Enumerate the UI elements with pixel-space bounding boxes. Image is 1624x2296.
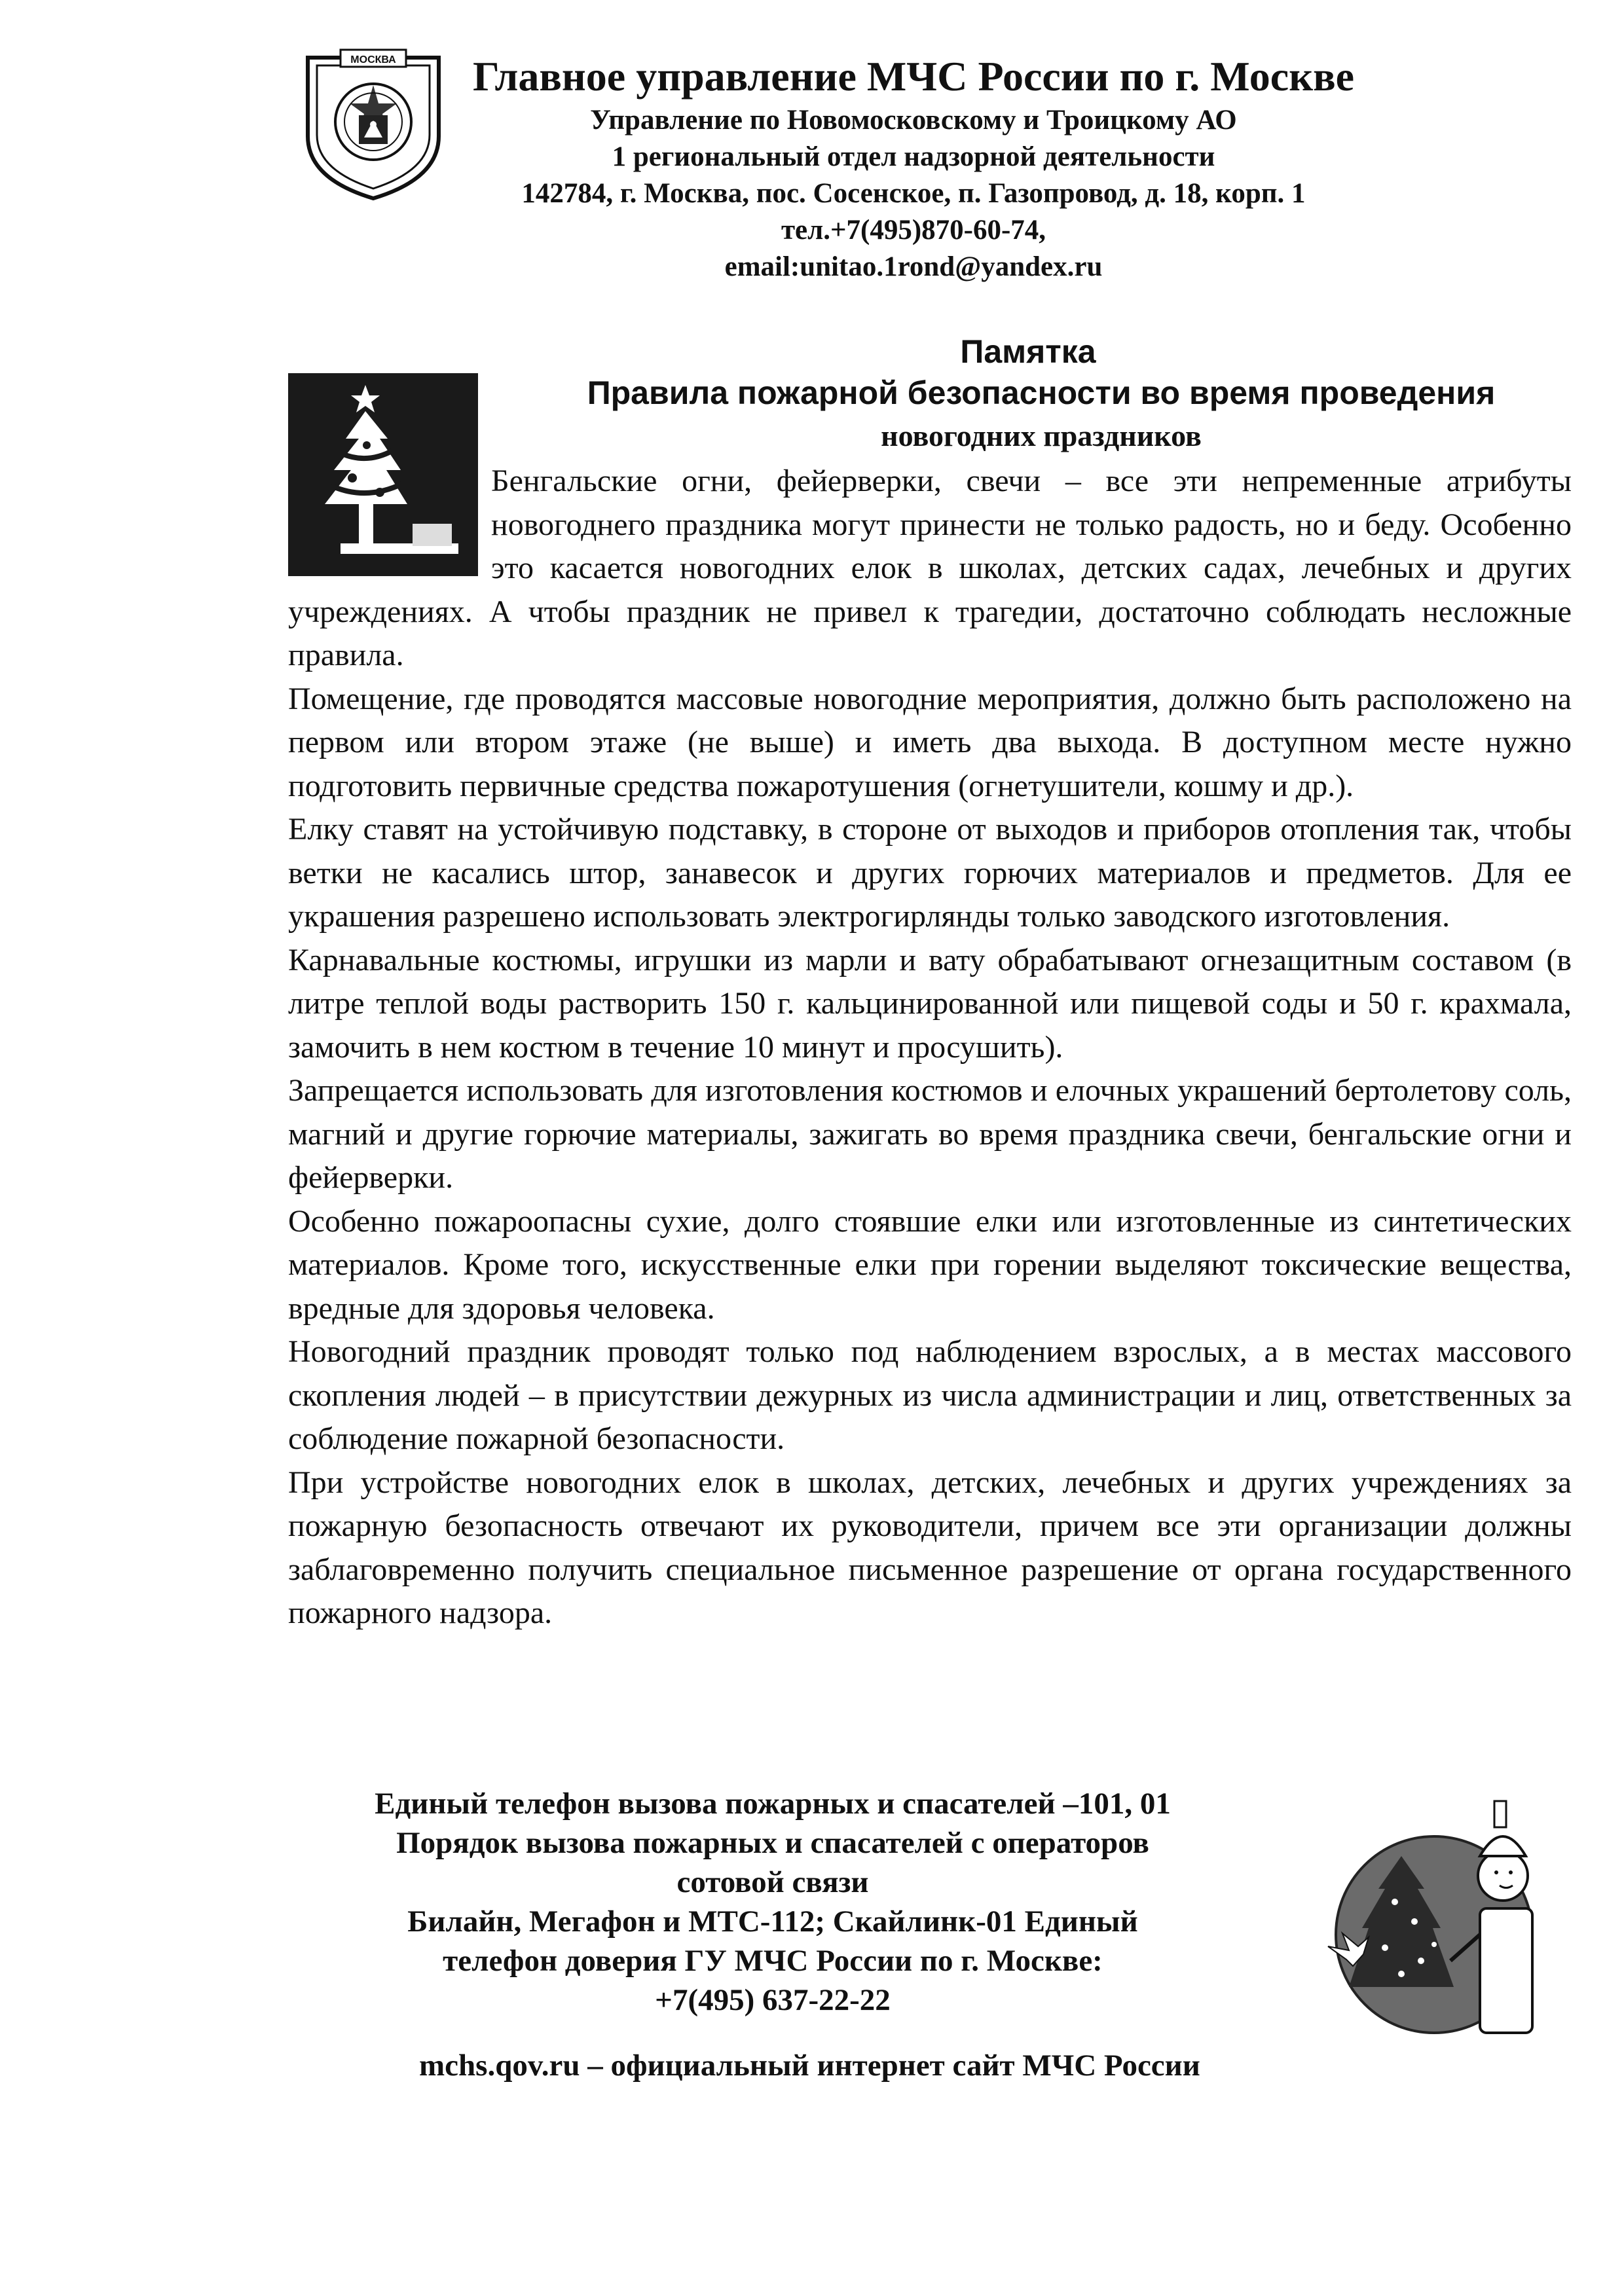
email-line: email:unitao.1rond@yandex.ru	[724, 251, 1103, 282]
department-line: Управление по Новомосковскому и Троицкому АО	[590, 105, 1237, 136]
official-site-line: mchs.qov.ru – официальный интернет сайт МЧС России	[419, 2049, 1200, 2083]
memo-body	[288, 460, 1572, 1635]
paragraph-premises: Помещение, где проводятся массовые новогодние мероприятия, должно быть расположено на первом или втором этаже (не выше) и иметь два выхода. В доступном месте нужно подготовить первичные средства пожаротушения (огнетушители, кошму и др.).	[288, 681, 1572, 803]
hotline-number: +7(495) 637-22-22	[655, 1983, 891, 2017]
emergency-contacts	[236, 1784, 1310, 2020]
mobile-call-line-2: сотовой связи	[676, 1865, 869, 1899]
paragraph-responsibility: При устройстве новогодних елок в школах, детских, лечебных и других учреждениях за пожарную безопасность отвечают их руководители, причем все эти организации должны заблаговременно получить специальное письменное разрешение от органа государственного пожарного надзора.	[288, 1465, 1572, 1630]
memo-subtitle: новогодних праздников	[881, 419, 1202, 452]
paragraph-intro: Бенгальские огни, фейерверки, свечи – все эти непременные атрибуты новогоднего праздника могут принести не только радость, но и беду. Особенно это касается новогодних елок в школах, детских садах, лечебных и других учреждениях. А чтобы праздник не привел к трагедии, достаточно соблюдать несложные правила.	[288, 464, 1572, 672]
operators-line: Билайн, Мегафон и МТС-112; Скайлинк-01 Единый	[407, 1904, 1138, 1939]
phone-line: тел.+7(495)870-60-74,	[781, 215, 1046, 246]
paragraph-fire-hazard: Особенно пожароопасны сухие, долго стоявшие елки или изготовленные из синтетических материалов. Кроме того, искусственные елки при горении выделяют токсические вещества, вредные для здоровья человека.	[288, 1203, 1572, 1326]
firefighter-cartoon-picture	[1323, 1791, 1565, 2052]
address-line: 142784, г. Москва, пос. Сосенское, п. Газопровод, д. 18, корп. 1	[521, 178, 1306, 209]
emergency-phone-line: Единый телефон вызова пожарных и спасателей –101, 01	[375, 1787, 1171, 1821]
organization-title: Главное управление МЧС России по г. Москве	[472, 53, 1355, 100]
paragraph-tree-placement: Елку ставят на устойчивую подставку, в стороне от выходов и приборов отопления так, чтобы ветки не касались штор, занавесок и других горючих материалов и предметов. Для ее украшения разрешено использовать электрогирлянды только заводского изготовления.	[288, 812, 1572, 934]
mchs-moscow-emblem	[288, 38, 458, 202]
memo-label: Памятка	[960, 333, 1096, 370]
paragraph-supervision: Новогодний праздник проводят только под наблюдением взрослых, а в местах массового скопления людей – в присутствии дежурных из числа администрации и лиц, ответственных за соблюдение пожарной безопасности.	[288, 1334, 1572, 1456]
mobile-call-line: Порядок вызова пожарных и спасателей с операторов	[396, 1826, 1149, 1860]
letterhead	[452, 51, 1375, 285]
svg-text:МОСКВА: МОСКВА	[350, 54, 396, 65]
hotline-line: телефон доверия ГУ МЧС России по г. Москве:	[443, 1944, 1103, 1978]
office-line: 1 региональный отдел надзорной деятельности	[612, 141, 1215, 172]
paragraph-costumes: Карнавальные костюмы, игрушки из марли и вату обрабатывают огнезащитным составом (в литре теплой воды растворить 150 г. кальцинированной или пищевой соды и 50 г. крахмала, замочить в нем костюм в течение 10 минут и просушить).	[288, 942, 1572, 1065]
memo-title: Правила пожарной безопасности во время проведения	[587, 374, 1496, 411]
paragraph-prohibitions: Запрещается использовать для изготовления костюмов и елочных украшений бертолетову соль, магний и другие горючие материалы, зажигать во время праздника свечи, бенгальские огни и фейерверки.	[288, 1073, 1572, 1195]
